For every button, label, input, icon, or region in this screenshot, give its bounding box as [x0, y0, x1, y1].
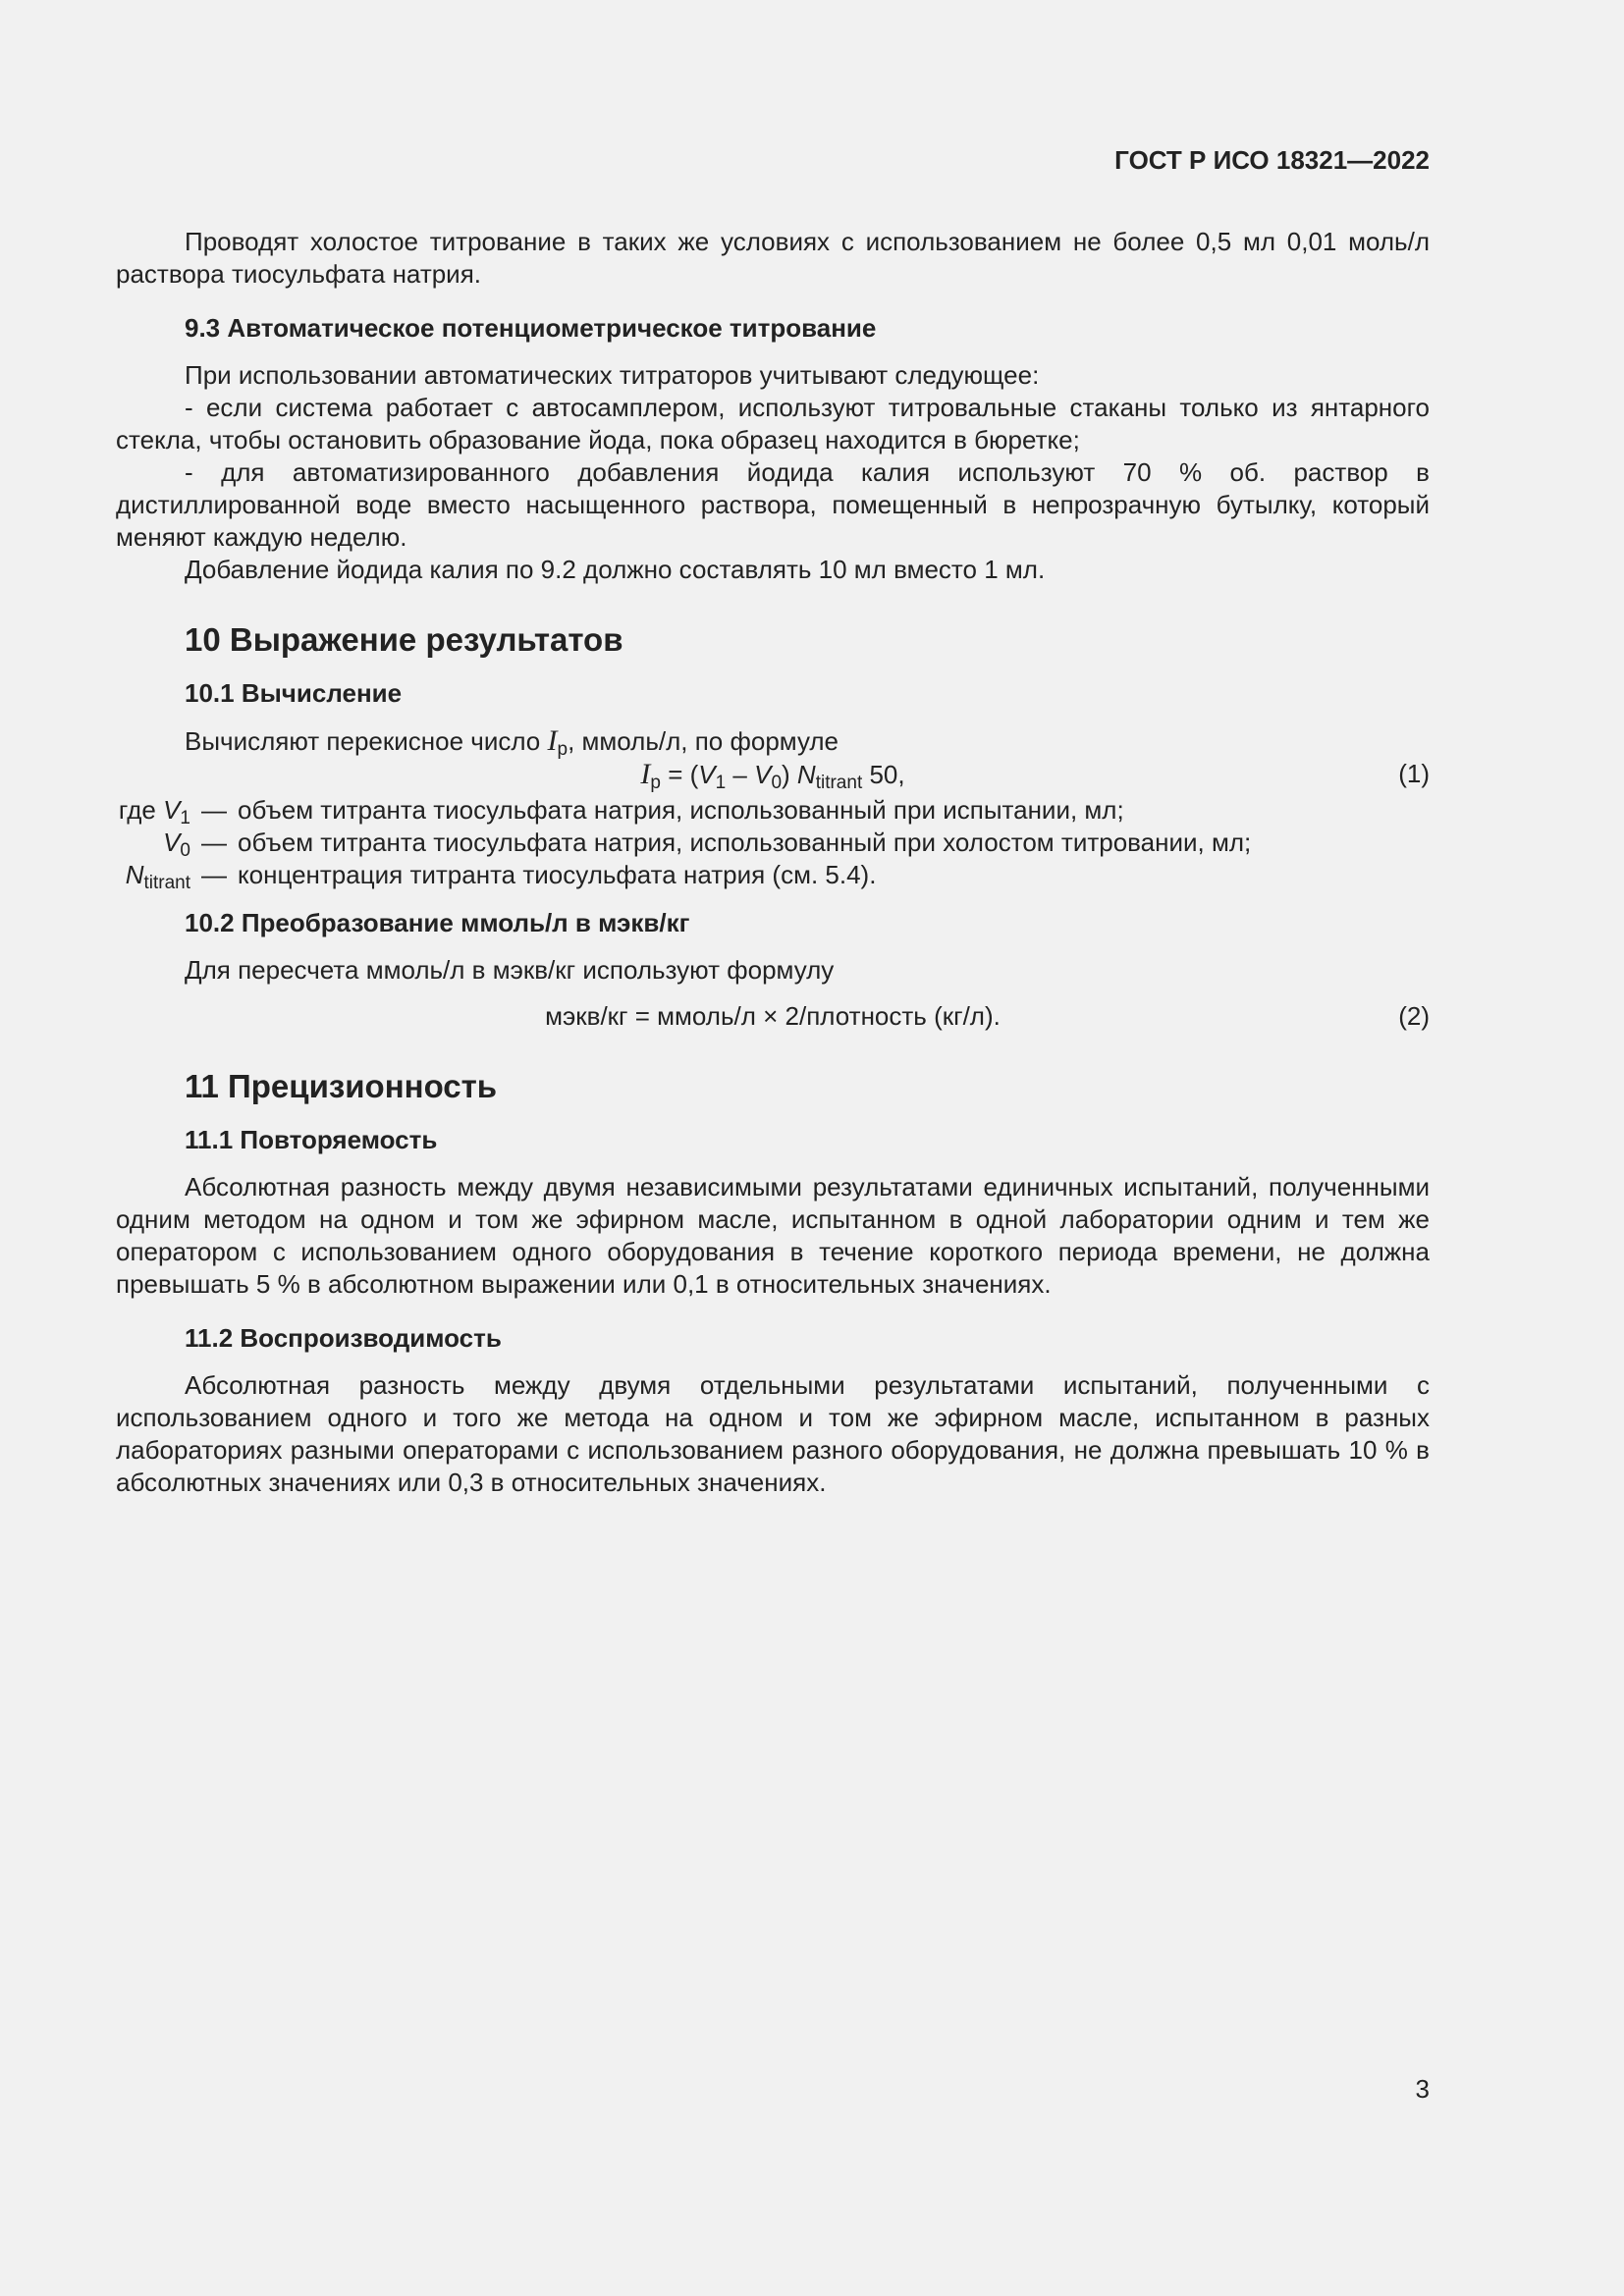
section-11-2-text: Абсолютная разность между двумя отдельными результатами испытаний, полученными с использованием одного и того же метода на одном и том же эфирном масле, испытанном в разных лабораториях разными операторами с использованием разного оборудования, не должна превышать 10 % в абсолютных значениях или 0,3 в относительных значениях. — [116, 1370, 1430, 1497]
formula-2-number: (2) — [1398, 1001, 1430, 1031]
formula-2-expression: мэкв/кг = ммоль/л × 2/плотность (кг/л). — [545, 1001, 1001, 1031]
where-list — [116, 794, 1430, 891]
formula-1 — [116, 758, 1430, 793]
section-11-1-text: Абсолютная разность между двумя независимыми результатами единичных испытаний, полученными одним методом на одном и том же эфирном масле, испытанном в одной лаборатории одним и тем же оператором с использованием одного оборудования в течение короткого периода времени, не должна превышать 5 % в абсолютном выражении или 0,1 в относительных значениях. — [116, 1172, 1430, 1299]
formula-1-number: (1) — [1398, 759, 1430, 788]
document-header: ГОСТ Р ИСО 18321—2022 — [1114, 145, 1430, 175]
section-11-heading: 11 Прецизионность — [185, 1068, 498, 1104]
page-number: 3 — [1415, 2074, 1430, 2104]
where-item-v0: $V_0$ — объем титранта тиосульфата натрия, использованный при холостом титровании, мл; — [163, 828, 1252, 861]
section-10-2-intro: Для пересчета ммоль/л в мэкв/кг используют формулу — [185, 955, 835, 985]
formula-2 — [116, 1000, 1430, 1033]
section-11-1-heading: 11.1 Повторяемость — [185, 1125, 438, 1154]
where-item-v1: где $V_1$ — объем титранта тиосульфата натрия, использованный при испытании, мл; — [118, 795, 1124, 828]
section-9-3-paragraph-2: - если система работает с автосамплером, используют титровальные стаканы только из янтарного стекла, чтобы остановить образование йода, пока образец находится в бюретке; — [116, 393, 1430, 454]
section-11-2-heading: 11.2 Воспроизводимость — [185, 1323, 502, 1353]
section-10-2-heading: 10.2 Преобразование ммоль/л в мэкв/кг — [185, 908, 690, 937]
section-9-3-paragraph-4: Добавление йодида калия по 9.2 должно составлять 10 мл вместо 1 мл. — [185, 555, 1046, 584]
section-9-3-paragraph-1: При использовании автоматических титраторов учитывают следующее: — [185, 360, 1040, 390]
symbol-ip: I — [547, 724, 558, 757]
section-9-3-paragraph-3: - для автоматизированного добавления йодида калия используют 70 % об. раствор в дистиллированной воде вместо насыщенного раствора, помещенный в непрозрачную бутылку, который меняют каждую неделю. — [116, 457, 1430, 552]
section-9-3-heading: 9.3 Автоматическое потенциометрическое титрование — [185, 313, 877, 343]
intro-paragraph: Проводят холостое титрование в таких же условиях с использованием не более 0,5 мл 0,01 моль/л раствора тиосульфата натрия. — [116, 227, 1430, 289]
section-10-heading: 10 Выражение результатов — [185, 621, 623, 658]
formula-1-expression: $I_p = (V_1 - V_0)$ $N_{titrant}$ 50, — [640, 758, 905, 793]
document-body — [116, 226, 1430, 1499]
section-10-1-intro: Вычисляют перекисное число $I_p$, ммоль/л, по формуле — [185, 724, 839, 760]
where-item-n: $N_{titrant}$ — концентрация титранта тиосульфата натрия (см. 5.4). — [125, 860, 877, 893]
section-10-1-heading: 10.1 Вычисление — [185, 678, 403, 708]
